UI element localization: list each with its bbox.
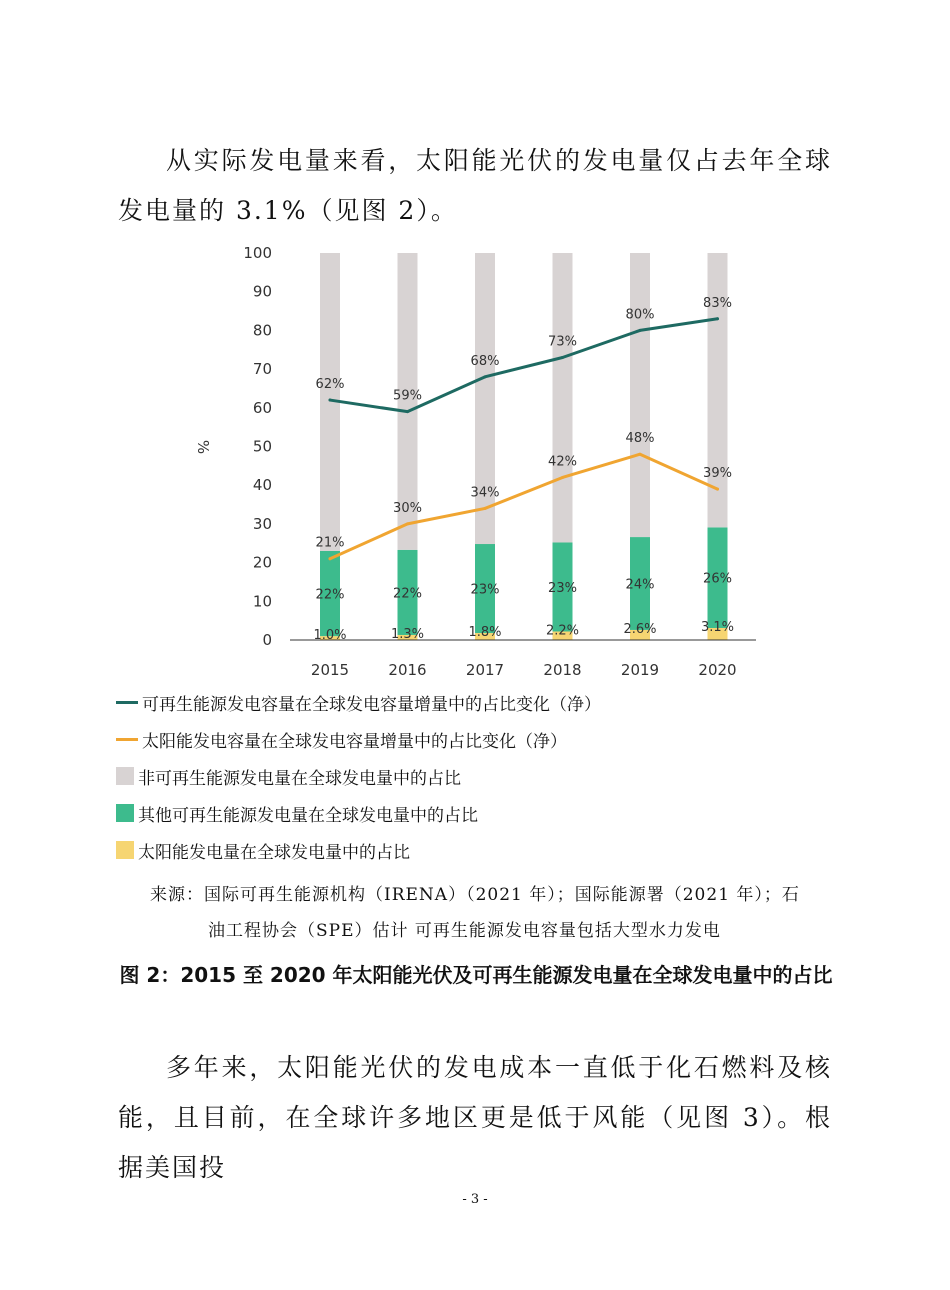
chart-source-note (150, 877, 836, 949)
x-tick-2018: 2018 (543, 661, 582, 679)
legend-item-other-renewable-generation (116, 799, 478, 827)
y-tick-80: 80 (252, 321, 272, 340)
solar-generation-label-2018: 2.2% (545, 623, 580, 639)
bar-segment-2-2019 (630, 253, 650, 537)
line-label-0-2017: 68% (470, 353, 500, 369)
y-tick-90: 90 (252, 282, 272, 301)
line-point-1-2016 (406, 522, 409, 525)
line-point-1-2017 (484, 507, 487, 510)
line-point-0-2019 (639, 329, 642, 332)
solar-generation-label-2019: 2.6% (623, 621, 657, 637)
source-line-2: 油工程协会（SPE）估计 可再生能源发电容量包括大型水力发电 (208, 921, 721, 941)
line-label-1-2017: 34% (470, 485, 500, 501)
line-series-0 (330, 319, 718, 412)
other-renewable-label-2017: 23% (470, 582, 500, 598)
legend-label-solar-capacity: 太阳能发电容量在全球发电容量增量中的占比变化（净） (142, 731, 567, 752)
line-label-0-2019: 80% (625, 307, 655, 323)
legend-item-renewable-capacity (116, 688, 601, 716)
y-tick-0: 0 (262, 631, 272, 649)
line-label-1-2020: 39% (703, 466, 732, 482)
solar-generation-label-2020: 3.1% (700, 620, 735, 636)
line-label-1-2019: 48% (625, 431, 655, 447)
y-tick-40: 40 (252, 476, 272, 495)
figure-caption: 图 2：2015 至 2020 年太阳能光伏及可再生能源发电量在全球发电量中的占比 (119, 963, 833, 987)
line-label-1-2016: 30% (393, 500, 422, 516)
line-point-1-2018 (561, 476, 564, 479)
solar-generation-label-2016: 1.3% (390, 626, 425, 642)
line-point-0-2016 (406, 410, 409, 413)
legend-swatch-solar-generation (116, 841, 134, 859)
y-tick-100: 100 (243, 244, 272, 262)
y-tick-50: 50 (252, 437, 272, 456)
y-tick-30: 30 (252, 514, 272, 533)
y-tick-10: 10 (252, 592, 272, 611)
legend-item-solar-capacity (116, 725, 567, 753)
x-tick-2019: 2019 (620, 661, 660, 679)
legend-swatch-nonrenewable-generation (116, 767, 134, 785)
line-label-0-2020: 83% (703, 295, 732, 311)
line-point-0-2015 (329, 399, 332, 402)
intro-paragraph: 从实际发电量来看，太阳能光伏的发电量仅占去年全球发电量的 3.1%（见图 2）。 (118, 146, 832, 225)
legend-swatch-other-renewable-generation (116, 804, 134, 822)
legend-item-nonrenewable-generation (116, 762, 461, 790)
y-tick-70: 70 (252, 360, 272, 379)
body-paragraph: 多年来，太阳能光伏的发电成本一直低于化石燃料及核能，且目前，在全球许多地区更是低于风能（见图 3）。根据美国投 (118, 1053, 832, 1182)
solar-generation-label-2017: 1.8% (468, 625, 502, 641)
other-renewable-label-2020: 26% (703, 571, 732, 587)
line-point-1-2015 (329, 557, 332, 560)
line-label-1-2015: 21% (315, 535, 345, 551)
legend-swatch-renewable-capacity (116, 701, 138, 704)
x-tick-2016: 2016 (388, 661, 427, 679)
y-tick-20: 20 (252, 553, 272, 572)
line-point-0-2018 (561, 356, 564, 359)
legend-label-other-renewable-generation: 其他可再生能源发电量在全球发电量中的占比 (138, 805, 478, 826)
other-renewable-label-2019: 24% (625, 577, 655, 593)
source-line-1: 来源：国际可再生能源机构（IRENA）（2021 年）；国际能源署（2021 年）；石 (150, 885, 800, 905)
legend-label-renewable-capacity: 可再生能源发电容量在全球发电容量增量中的占比变化（净） (142, 694, 601, 715)
x-tick-2015: 2015 (310, 661, 350, 679)
line-point-0-2020 (716, 317, 719, 320)
other-renewable-label-2016: 22% (393, 586, 422, 602)
line-series-1 (330, 454, 718, 558)
line-point-0-2017 (484, 375, 487, 378)
legend-item-solar-generation (116, 836, 410, 864)
legend-label-nonrenewable-generation: 非可再生能源发电量在全球发电量中的占比 (138, 768, 461, 789)
line-point-1-2019 (639, 453, 642, 456)
y-axis-label: % (194, 439, 212, 455)
line-label-0-2018: 73% (548, 334, 577, 350)
bar-segment-2-2018 (553, 253, 573, 542)
legend-swatch-solar-capacity (116, 738, 138, 741)
line-label-0-2016: 59% (393, 388, 422, 404)
other-renewable-label-2015: 22% (315, 587, 345, 603)
y-tick-60: 60 (252, 398, 272, 417)
line-point-1-2020 (716, 488, 719, 491)
legend-label-solar-generation: 太阳能发电量在全球发电量中的占比 (138, 842, 410, 863)
page-number: - 3 - (462, 1192, 488, 1207)
other-renewable-label-2018: 23% (548, 580, 577, 596)
line-label-1-2018: 42% (548, 454, 577, 470)
line-label-0-2015: 62% (315, 377, 345, 393)
solar-generation-label-2015: 1.0% (313, 628, 347, 644)
x-tick-2020: 2020 (698, 661, 737, 679)
x-tick-2017: 2017 (465, 661, 505, 679)
